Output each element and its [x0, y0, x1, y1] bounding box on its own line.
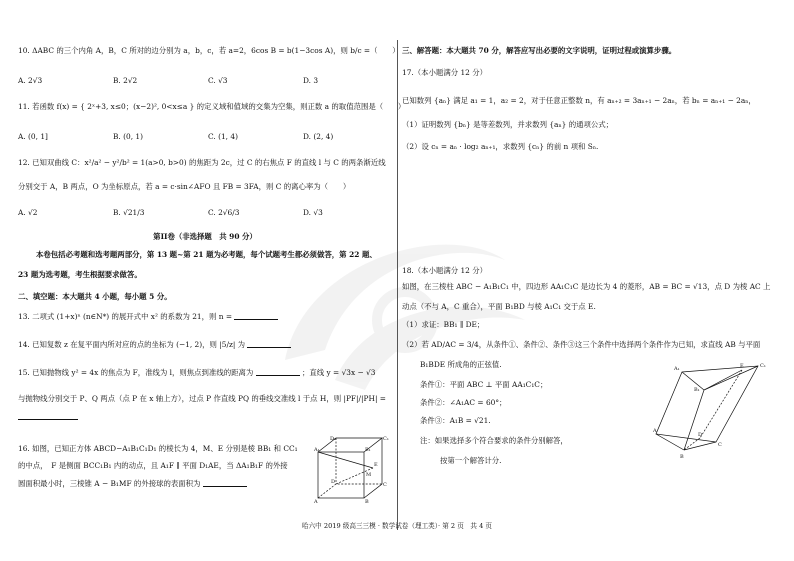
- prism-label-b: B: [680, 454, 684, 460]
- cube-label-b1: B₁: [365, 447, 371, 453]
- prism-label-a: A: [653, 428, 657, 434]
- q15-stem-line1: [18, 368, 375, 377]
- q18-note-line2: 按第一个解答计分.: [440, 456, 502, 465]
- q18-line1: 如图，在三棱柱 ABC − A₁B₁C₁ 中，四边形 AA₁C₁C 是边长为 4 的菱形，AB = BC = √13，点 D 为棱 AC 上: [402, 282, 771, 291]
- page-footer: 哈六中 2019 级高三三模 · 数学试卷（理工类）· 第 2 页 共 4 页: [302, 522, 492, 530]
- q16-line3: [18, 479, 308, 488]
- prism-figure: [654, 360, 776, 460]
- q15-text-a: 15. 已知抛物线 y² = 4x 的焦点为 F，准线为 l，则焦点到准线的距离为: [18, 368, 254, 377]
- q15-stem-line2: [18, 394, 386, 403]
- q12-option-d[interactable]: D. √3: [303, 208, 323, 217]
- q17-label: 17.（本小题满分 12 分）: [402, 68, 487, 77]
- fill-section-header: 二、填空题：本大题共 4 小题，每小题 5 分。: [18, 292, 172, 301]
- prism-label-e: E: [740, 363, 744, 369]
- q16-line2: 的中点， F 是侧面 BCC₁B₁ 内的动点，且 A₁F ∥ 平面 D₁AE，当 ΔA₁B₁F 的外接: [18, 461, 288, 471]
- segment-b1-e: [704, 370, 742, 390]
- q10-option-b[interactable]: B. 2√2: [113, 76, 138, 85]
- cube-label-c: C: [383, 482, 387, 488]
- q18-part2: （2）若 AD/AC = 3/4，从条件①、条件②、条件③这三个条件中选择两个条件作为已知，求直线 AB 与平面: [402, 340, 761, 349]
- q12-stem-line2: 分别交于 A，B 两点，O 为坐标原点，若 a = c·sin∠AFO 且 FB = 3FA，则 C 的离心率为（ ）: [18, 182, 351, 191]
- cube-label-a1: A₁: [314, 447, 320, 453]
- instructions-line1: 本卷包括必考题和选考题两部分，第 13 题~第 21 题为必考题，每个试题考生都必须做答，第 22 题、: [36, 250, 377, 259]
- q18-note-line1: 注：如果选择多个符合要求的条件分别解答，: [420, 436, 568, 445]
- q10-option-a[interactable]: A. 2√3: [18, 76, 43, 85]
- q15-answer-line: [18, 412, 78, 421]
- q13-answer-blank[interactable]: [234, 312, 278, 320]
- cube-hidden-edges: [318, 484, 382, 498]
- prism-label-c1: C₁: [760, 363, 766, 369]
- q13-text: 13. 二项式 (1+x)ⁿ (n∈N*) 的展开式中 x² 的系数为 21，则 n =: [18, 312, 233, 321]
- q12-stem-line1: 12. 已知双曲线 C：x²/a² − y²/b² = 1(a>0, b>0) 的焦距为 2c，过 C 的右焦点 F 的直线 l 与 C 的两条渐近线: [18, 158, 386, 167]
- q10-option-d[interactable]: D. 3: [303, 76, 319, 85]
- cube-line-a1e: [318, 452, 373, 468]
- q17-part2: （2）设 cₙ = aₙ · log₂ aₙ₊₁，求数列 {cₙ} 的前 n 项和 Sₙ.: [402, 142, 599, 151]
- q18-line2: 动点（不与 A，C 重合），平面 B₁BD 与棱 A₁C₁ 交于点 E.: [402, 302, 596, 311]
- q15-text-c: 与抛物线分别交于 P、Q 两点（点 P 在 x 轴上方），过点 P 作直线 PQ 的垂线交准线 l 于点 H，则 |PF|/|PH| =: [18, 394, 386, 403]
- prism-label-a1: A₁: [674, 366, 680, 372]
- column-divider: [397, 40, 398, 530]
- cube-label-c1: C₁: [383, 436, 389, 442]
- q18-part1: （1）求证：BB₁ ∥ DE；: [402, 320, 485, 329]
- q12-option-c[interactable]: C. 2√6/3: [208, 208, 240, 217]
- q18-condition-1: 条件①：平面 ABC ⊥ 平面 AA₁C₁C；: [420, 380, 548, 389]
- q10-option-c[interactable]: C. √3: [208, 76, 228, 85]
- cube-label-d: D: [331, 479, 336, 485]
- cube-figure: [314, 434, 390, 504]
- q12-option-a[interactable]: A. √2: [18, 208, 38, 217]
- q10-stem: 10. ΔABC 的三个内角 A，B，C 所对的边分别为 a，b，c，若 a=2，6cos B = b(1−3cos A)，则 b/c =（ ）: [18, 46, 400, 55]
- part2-title: 第II卷（非选择题 共 90 分）: [153, 232, 257, 241]
- q18-part2b: B₁BDE 所成角的正弦值.: [420, 360, 502, 369]
- cube-label-m: M: [366, 472, 372, 478]
- instructions-line2: 23 题为选考题，考生根据要求做答。: [18, 270, 142, 279]
- q14-text: 14. 已知复数 z 在复平面内所对应的点的坐标为 (−1, 2)，则 |5/z| 为: [18, 340, 246, 349]
- q18-label: 18.（本小题满分 12 分）: [402, 266, 487, 275]
- q12-option-b[interactable]: B. √21/3: [113, 208, 145, 217]
- prism-label-c: C: [718, 442, 722, 448]
- q18-condition-3: 条件③：A₁B = √21.: [420, 416, 491, 425]
- q17-part1: （1）证明数列 {bₙ} 是等差数列，并求数列 {aₙ} 的通项公式；: [402, 120, 614, 129]
- cube-label-a: A: [314, 499, 318, 505]
- solve-section-header: 三、解答题：本大题共 70 分，解答应写出必要的文字说明，证明过程或演算步骤。: [402, 46, 677, 55]
- q11-option-a[interactable]: A. (0, 1]: [18, 132, 48, 141]
- cube-label-e: E: [374, 462, 378, 468]
- q14-stem: [18, 340, 291, 349]
- cube-label-b: B: [365, 499, 369, 505]
- q11-stem: 11. 若函数 f(x) = { 2ˣ+3, x≤0；(x−2)², 0<x≤a } 的定义域和值域的交集为空集，则正数 a 的取值范围是（ ）: [18, 102, 406, 111]
- cube-label-d1: D₁: [330, 436, 337, 442]
- edge-a-b: [656, 434, 684, 450]
- q11-option-c[interactable]: C. (1, 4): [208, 132, 238, 141]
- prism-label-b1: B₁: [694, 387, 700, 393]
- cube-top-face: [318, 438, 382, 452]
- edge-b1-b: [684, 390, 704, 450]
- q16-stem: [18, 444, 308, 488]
- q16-line1: 16. 如图，已知正方体 ABCD−A₁B₁C₁D₁ 的棱长为 4，M、E 分别是棱 BB₁ 和 CC₁: [18, 444, 298, 453]
- rhombus-face: [656, 366, 758, 442]
- q17-stem: 已知数列 {aₙ} 满足 a₁ = 1，a₂ = 2，对于任意正整数 n，有 aₙ₊₂ = 3aₙ₊₁ − 2aₙ，若 bₙ = aₙ₊₁ − 2aₙ，: [402, 96, 756, 105]
- edge-c-b: [684, 442, 716, 450]
- prism-label-d: D: [698, 432, 703, 438]
- q13-stem: [18, 312, 278, 321]
- q15-answer-blank-2[interactable]: [18, 412, 78, 420]
- q15-answer-blank-1[interactable]: [256, 368, 300, 376]
- q18-condition-2: 条件②：∠A₁AC = 60°；: [420, 398, 507, 407]
- q16-answer-blank[interactable]: [203, 479, 247, 487]
- segment-e-d: [700, 370, 742, 438]
- edge-a1-b1: [682, 372, 704, 390]
- q14-answer-blank[interactable]: [247, 340, 291, 348]
- q16-line3-text: 圆面积最小时，三棱锥 A − B₁MF 的外接球的表面积为: [18, 478, 201, 488]
- q15-text-b: ；直线 y = √3x − √3: [302, 368, 376, 377]
- q11-option-d[interactable]: D. (2, 4): [303, 132, 334, 141]
- q11-option-b[interactable]: B. (0, 1): [113, 132, 143, 141]
